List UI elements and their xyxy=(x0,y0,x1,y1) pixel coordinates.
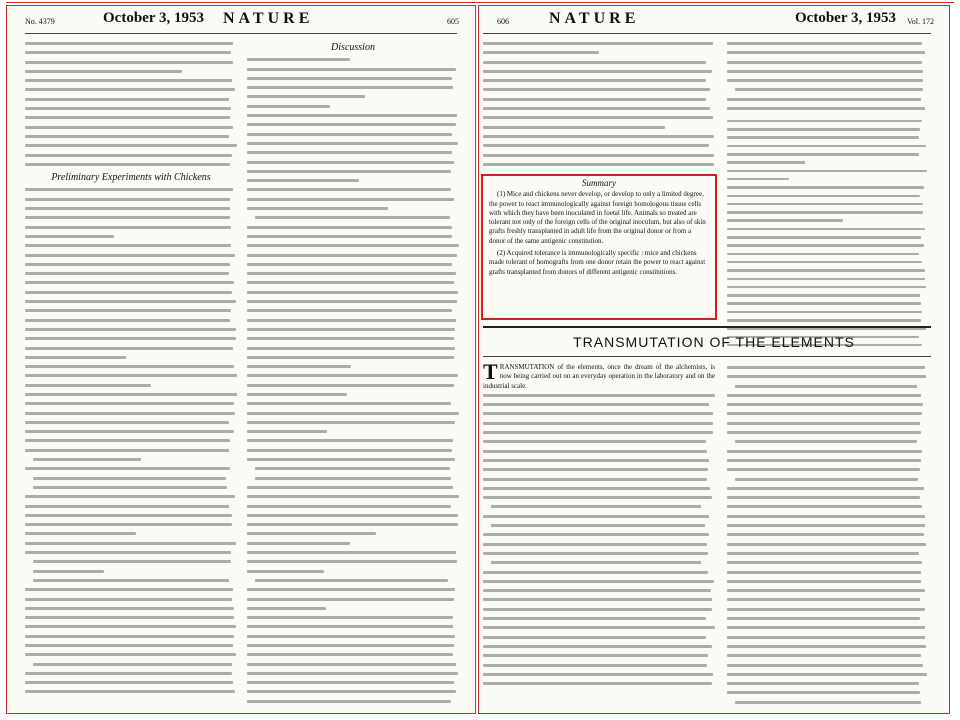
text-line xyxy=(727,400,927,409)
top-border xyxy=(6,2,954,3)
text-line xyxy=(247,455,459,464)
text-line xyxy=(483,95,715,104)
text-line xyxy=(727,595,927,604)
text-line xyxy=(247,74,459,83)
text-line xyxy=(483,512,715,521)
text-line xyxy=(25,185,237,194)
text-line xyxy=(727,382,927,391)
text-line xyxy=(247,167,459,176)
text-line xyxy=(727,267,927,275)
text-line xyxy=(483,400,715,409)
text-line xyxy=(247,139,459,148)
text-line xyxy=(247,418,459,427)
text-line xyxy=(727,409,927,418)
text-line xyxy=(247,148,459,157)
text-line xyxy=(25,278,237,287)
text-line xyxy=(25,160,237,169)
text-line xyxy=(247,325,459,334)
text-line xyxy=(247,269,459,278)
text-line xyxy=(483,521,715,530)
header-date: October 3, 1953 xyxy=(103,10,204,26)
article-lead-text: RANSMUTATION of the elements, once the dream of the alchemists, is now being carried out on an everyday operation in the laboratory and on the industrial scale. xyxy=(483,363,715,390)
text-line xyxy=(727,317,927,325)
text-line xyxy=(483,568,715,577)
text-line xyxy=(25,604,237,613)
text-line xyxy=(727,502,927,511)
text-line xyxy=(25,104,237,113)
text-line xyxy=(247,102,459,111)
text-line xyxy=(25,548,237,557)
text-line xyxy=(247,641,459,650)
text-line xyxy=(247,213,459,222)
text-line xyxy=(25,362,237,371)
page-number: 605 xyxy=(447,17,459,26)
text-line xyxy=(247,502,459,511)
text-line xyxy=(483,661,715,670)
text-line xyxy=(25,306,237,315)
text-line xyxy=(25,557,237,566)
text-line xyxy=(25,539,237,548)
text-line xyxy=(247,306,459,315)
text-line xyxy=(247,111,459,120)
text-line xyxy=(247,381,459,390)
text-line xyxy=(25,650,237,659)
text-line xyxy=(25,353,237,362)
text-line xyxy=(727,292,927,300)
text-line xyxy=(247,622,459,631)
text-line xyxy=(25,492,237,501)
text-line xyxy=(483,151,715,160)
text-line xyxy=(25,641,237,650)
discussion-text-block xyxy=(247,55,459,706)
text-line xyxy=(727,530,927,539)
text-line xyxy=(483,633,715,642)
text-line xyxy=(483,67,715,76)
text-line xyxy=(247,371,459,380)
text-line xyxy=(247,260,459,269)
text-line xyxy=(247,427,459,436)
article-text-block xyxy=(483,391,715,689)
text-line xyxy=(25,520,237,529)
text-line xyxy=(25,95,237,104)
summary-paragraph-2: (2) Acquired tolerance is immunologically specific : mice and chickens made tolerant of homografts from one donor retain the power to react against grafts transplanted from donors of different antigenic constitutions. xyxy=(489,249,706,276)
text-line xyxy=(727,209,927,217)
text-line xyxy=(483,558,715,567)
text-line xyxy=(483,48,715,57)
text-line xyxy=(25,132,237,141)
text-line xyxy=(25,260,237,269)
text-line xyxy=(727,39,927,48)
text-line xyxy=(25,269,237,278)
text-line xyxy=(25,632,237,641)
text-line xyxy=(247,176,459,185)
text-line xyxy=(247,604,459,613)
text-line xyxy=(25,687,237,696)
text-line xyxy=(25,67,237,76)
text-line xyxy=(247,288,459,297)
text-line xyxy=(25,213,237,222)
text-line xyxy=(247,492,459,501)
text-line xyxy=(247,353,459,362)
experiments-text-block xyxy=(25,185,237,696)
text-line xyxy=(247,520,459,529)
text-line xyxy=(25,669,237,678)
text-line xyxy=(25,381,237,390)
text-line xyxy=(483,104,715,113)
text-line xyxy=(247,334,459,343)
text-line xyxy=(483,465,715,474)
text-line xyxy=(247,185,459,194)
reference-items xyxy=(727,117,927,349)
text-line xyxy=(727,225,927,233)
header-rule xyxy=(483,33,931,34)
text-line xyxy=(247,223,459,232)
text-line xyxy=(25,529,237,538)
text-line xyxy=(727,134,927,142)
text-line xyxy=(727,258,927,266)
header-rule xyxy=(25,33,457,34)
text-line xyxy=(727,250,927,258)
text-line xyxy=(247,241,459,250)
summary-heading: Summary xyxy=(582,178,616,188)
text-line xyxy=(727,577,927,586)
section-heading-discussion: Discussion xyxy=(331,42,375,53)
text-line xyxy=(247,483,459,492)
text-line xyxy=(25,58,237,67)
summary-paragraph-1: (1) Mice and chickens never develop, or develop to only a limited degree, the power to react immunologically against foreign homologous tissue cells with which they have been inoculated in foetal life. Animals so treated are tolerant not only of the foreign cells of the original inoculum, but also of skin grafts freshly transplanted in adult life from the original donor or from a donor of the same antigenic constitution. xyxy=(489,190,706,245)
text-line xyxy=(483,456,715,465)
text-line xyxy=(25,446,237,455)
text-line xyxy=(727,493,927,502)
text-line xyxy=(25,622,237,631)
text-line xyxy=(727,419,927,428)
text-line xyxy=(25,660,237,669)
text-line xyxy=(483,502,715,511)
text-line xyxy=(25,613,237,622)
text-line xyxy=(247,687,459,696)
text-line xyxy=(483,132,715,141)
page-number: 606 xyxy=(497,17,509,26)
text-line xyxy=(483,651,715,660)
text-line xyxy=(727,437,927,446)
text-line xyxy=(25,474,237,483)
article-opening xyxy=(483,359,715,391)
text-line xyxy=(727,623,927,632)
text-line xyxy=(247,474,459,483)
text-line xyxy=(25,595,237,604)
text-line xyxy=(247,120,459,129)
text-line xyxy=(727,104,927,113)
text-line xyxy=(247,232,459,241)
text-line xyxy=(727,605,927,614)
text-line xyxy=(727,586,927,595)
text-line xyxy=(247,557,459,566)
text-line xyxy=(247,251,459,260)
text-line xyxy=(727,512,927,521)
right-page-header xyxy=(479,6,949,32)
text-line xyxy=(727,308,927,316)
text-line xyxy=(247,278,459,287)
text-line xyxy=(727,651,927,660)
text-line xyxy=(483,160,715,169)
text-block xyxy=(727,39,927,113)
text-line xyxy=(727,200,927,208)
text-line xyxy=(727,117,927,125)
text-line xyxy=(25,141,237,150)
left-page xyxy=(6,5,476,714)
text-line xyxy=(247,316,459,325)
text-line xyxy=(727,661,927,670)
text-line xyxy=(25,427,237,436)
text-line xyxy=(727,642,927,651)
text-line xyxy=(25,455,237,464)
text-line xyxy=(247,65,459,74)
text-line xyxy=(25,48,237,57)
text-line xyxy=(483,586,715,595)
text-line xyxy=(483,484,715,493)
text-line xyxy=(25,511,237,520)
text-line xyxy=(727,521,927,530)
text-line xyxy=(727,242,927,250)
text-line xyxy=(727,159,927,167)
text-line xyxy=(25,123,237,132)
journal-name: NATURE xyxy=(223,10,314,27)
text-line xyxy=(727,679,927,688)
text-line xyxy=(483,614,715,623)
issue-number: No. 4379 xyxy=(25,17,55,26)
text-line xyxy=(25,39,237,48)
text-line xyxy=(727,540,927,549)
text-line xyxy=(247,511,459,520)
text-line xyxy=(25,344,237,353)
text-line xyxy=(483,58,715,67)
text-line xyxy=(727,48,927,57)
article-column-2 xyxy=(727,363,927,707)
left-column-2 xyxy=(247,39,459,706)
text-line xyxy=(727,95,927,104)
text-line xyxy=(727,549,927,558)
text-line xyxy=(25,576,237,585)
text-line xyxy=(247,595,459,604)
text-line xyxy=(247,529,459,538)
intro-text-block xyxy=(25,39,237,169)
left-column-1 xyxy=(25,39,237,697)
volume-number: Vol. 172 xyxy=(907,17,934,26)
text-line xyxy=(25,390,237,399)
text-line xyxy=(25,585,237,594)
text-line xyxy=(247,539,459,548)
text-line xyxy=(727,447,927,456)
text-line xyxy=(25,436,237,445)
text-line xyxy=(25,113,237,122)
text-line xyxy=(727,456,927,465)
text-line xyxy=(247,436,459,445)
text-line xyxy=(25,409,237,418)
text-line xyxy=(727,167,927,175)
text-line xyxy=(25,325,237,334)
text-line xyxy=(483,530,715,539)
text-line xyxy=(727,283,927,291)
text-line xyxy=(727,670,927,679)
text-line xyxy=(727,688,927,697)
references-list xyxy=(727,117,927,349)
text-line xyxy=(727,568,927,577)
text-line xyxy=(25,483,237,492)
section-heading-experiments: Preliminary Experiments with Chickens xyxy=(51,172,211,184)
text-line xyxy=(727,58,927,67)
text-line xyxy=(25,418,237,427)
text-line xyxy=(25,297,237,306)
text-line xyxy=(247,548,459,557)
text-line xyxy=(727,126,927,134)
text-line xyxy=(727,558,927,567)
text-line xyxy=(483,623,715,632)
text-line xyxy=(727,184,927,192)
text-line xyxy=(25,76,237,85)
title-rule xyxy=(483,356,931,357)
text-line xyxy=(247,697,459,706)
text-line xyxy=(247,158,459,167)
text-line xyxy=(247,204,459,213)
text-line xyxy=(483,85,715,94)
text-line xyxy=(247,399,459,408)
text-line xyxy=(483,605,715,614)
text-line xyxy=(727,85,927,94)
text-line xyxy=(727,175,927,183)
text-line xyxy=(483,113,715,122)
text-line xyxy=(25,371,237,380)
text-line xyxy=(25,85,237,94)
text-line xyxy=(727,275,927,283)
text-line xyxy=(247,660,459,669)
journal-name: NATURE xyxy=(549,10,640,27)
text-line xyxy=(25,204,237,213)
text-line xyxy=(727,363,927,372)
text-line xyxy=(483,642,715,651)
text-line xyxy=(483,549,715,558)
text-line xyxy=(483,428,715,437)
text-line xyxy=(247,678,459,687)
text-line xyxy=(483,409,715,418)
article-title: TRANSMUTATION OF THE ELEMENTS xyxy=(573,334,855,350)
text-line xyxy=(483,577,715,586)
drop-cap: T xyxy=(483,359,498,384)
text-line xyxy=(247,344,459,353)
text-line xyxy=(247,464,459,473)
text-line xyxy=(727,372,927,381)
article-column-1 xyxy=(483,359,715,688)
text-line xyxy=(727,475,927,484)
text-line xyxy=(247,55,459,64)
text-line xyxy=(247,576,459,585)
text-line xyxy=(727,192,927,200)
text-line xyxy=(483,679,715,688)
text-line xyxy=(25,232,237,241)
left-page-header xyxy=(7,6,475,32)
article-separator xyxy=(483,326,931,328)
text-line xyxy=(727,484,927,493)
text-line xyxy=(727,67,927,76)
right-page xyxy=(478,5,950,714)
text-line xyxy=(483,493,715,502)
text-line xyxy=(247,446,459,455)
text-line xyxy=(727,234,927,242)
article-text-block xyxy=(727,363,927,707)
text-line xyxy=(247,632,459,641)
text-line xyxy=(483,39,715,48)
text-line xyxy=(483,437,715,446)
text-line xyxy=(483,123,715,132)
text-line xyxy=(247,92,459,101)
text-line xyxy=(25,288,237,297)
summary-box xyxy=(481,174,717,320)
text-line xyxy=(727,465,927,474)
text-line xyxy=(727,633,927,642)
text-line xyxy=(727,428,927,437)
text-line xyxy=(247,585,459,594)
text-line xyxy=(25,223,237,232)
text-line xyxy=(25,316,237,325)
text-line xyxy=(483,141,715,150)
text-line xyxy=(727,391,927,400)
text-line xyxy=(25,251,237,260)
text-line xyxy=(727,142,927,150)
text-line xyxy=(247,390,459,399)
text-line xyxy=(247,669,459,678)
text-line xyxy=(25,567,237,576)
text-line xyxy=(483,670,715,679)
text-line xyxy=(25,502,237,511)
text-line xyxy=(247,83,459,92)
right-column-2-top xyxy=(727,39,927,350)
text-line xyxy=(483,447,715,456)
text-line xyxy=(483,76,715,85)
text-line xyxy=(247,195,459,204)
text-line xyxy=(727,300,927,308)
text-line xyxy=(247,650,459,659)
text-line xyxy=(25,399,237,408)
text-line xyxy=(727,76,927,85)
text-line xyxy=(727,614,927,623)
text-line xyxy=(727,151,927,159)
header-date: October 3, 1953 xyxy=(795,10,896,26)
text-line xyxy=(25,241,237,250)
text-line xyxy=(483,475,715,484)
text-line xyxy=(25,678,237,687)
text-line xyxy=(727,217,927,225)
text-line xyxy=(247,567,459,576)
text-line xyxy=(727,698,927,707)
text-line xyxy=(25,464,237,473)
text-line xyxy=(25,334,237,343)
text-line xyxy=(483,391,715,400)
text-line xyxy=(247,362,459,371)
right-column-1-top xyxy=(483,39,715,169)
text-line xyxy=(483,540,715,549)
text-block xyxy=(483,39,715,169)
text-line xyxy=(483,595,715,604)
text-line xyxy=(25,195,237,204)
text-line xyxy=(247,409,459,418)
text-line xyxy=(483,419,715,428)
text-line xyxy=(247,297,459,306)
text-line xyxy=(247,130,459,139)
text-line xyxy=(25,151,237,160)
text-line xyxy=(247,613,459,622)
